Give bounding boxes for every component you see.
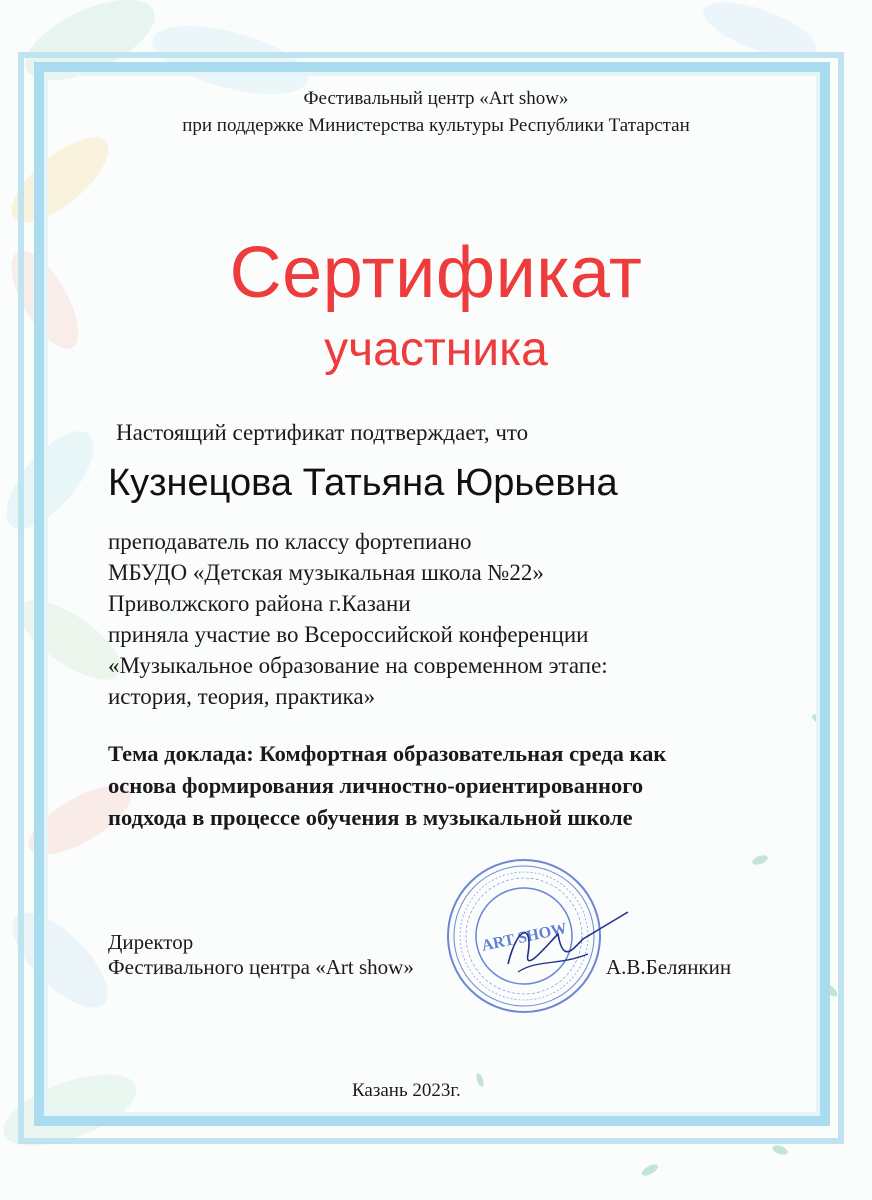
director-name: А.В.Белянкин (606, 955, 732, 979)
stamp-text: ART SHOW (480, 920, 569, 955)
body-line: Приволжского района г.Казани (108, 591, 411, 616)
director-title (108, 930, 414, 980)
body-line: преподаватель по классу фортепиано (108, 529, 472, 554)
recipient-name: Кузнецова Татьяна Юрьевна (108, 462, 618, 504)
topic-line: основа формирования личностно-ориентированного (108, 773, 644, 798)
place-date: Казань 2023г. (352, 1080, 461, 1101)
topic-line: подхода в процессе обучения в музыкальной школе (108, 805, 633, 830)
topic-line: Тема доклада: Комфортная образовательная среда как (108, 741, 667, 766)
body-line: история, теория, практика» (108, 684, 376, 709)
support-line: при поддержке Министерства культуры Республики Татарстан (182, 115, 690, 136)
director-title-line2: Фестивального центра «Art show» (108, 955, 414, 979)
organizer-line: Фестивальный центр «Art show» (303, 88, 569, 109)
confirm-text: Настоящий сертификат подтверждает, что (116, 420, 529, 445)
body-line: «Музыкальное образование на современном этапе: (108, 653, 608, 678)
body-line: МБУДО «Детская музыкальная школа №22» (108, 560, 544, 585)
report-topic (108, 738, 788, 834)
body-line: приняла участие во Всероссийской конференции (108, 622, 589, 647)
recipient-details (108, 526, 788, 712)
certificate-subtitle: участника (324, 323, 548, 376)
certificate-title: Сертификат (229, 233, 643, 313)
director-title-line1: Директор (108, 930, 194, 954)
